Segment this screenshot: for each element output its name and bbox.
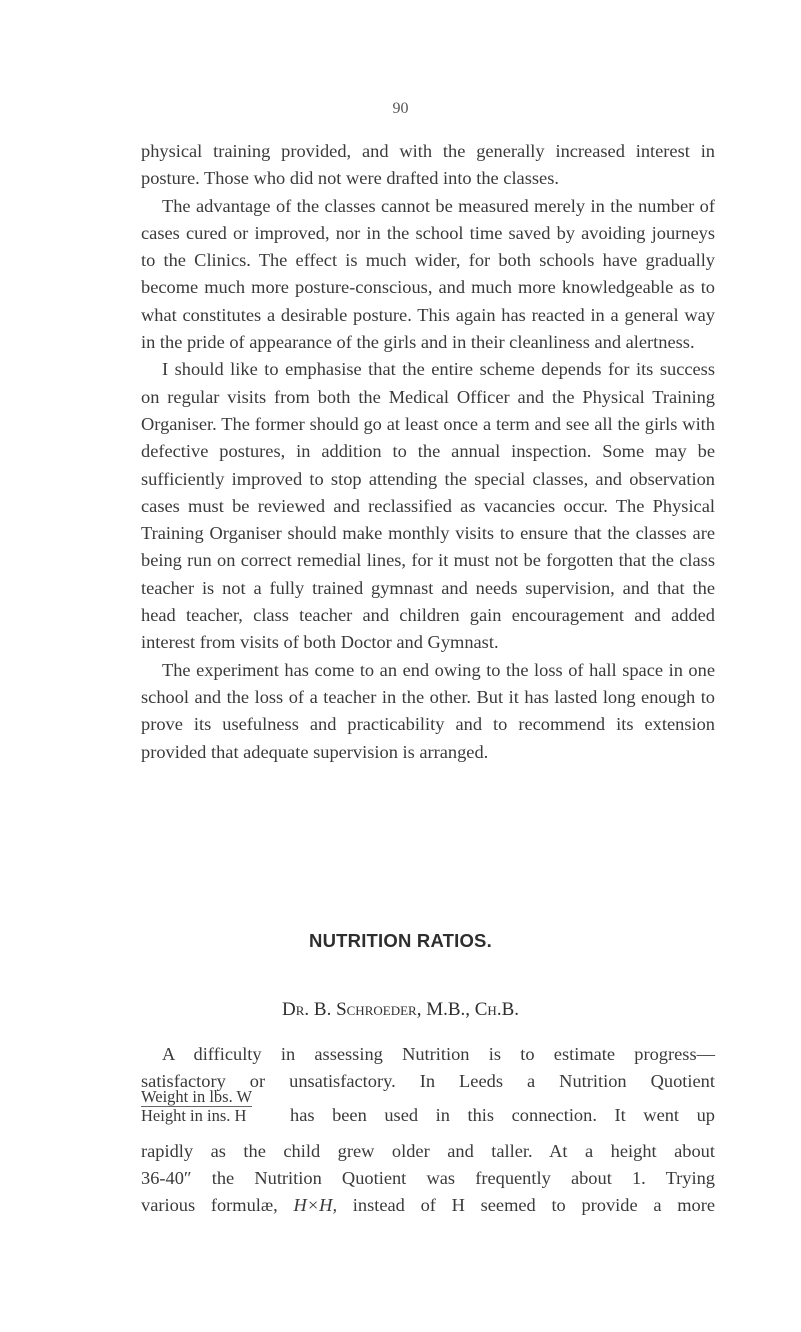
- text-line: has been used in this connection. It went up: [290, 1104, 715, 1125]
- text-fragment: various formulæ,: [141, 1195, 278, 1216]
- page-number: 90: [392, 100, 409, 117]
- nutrition-section-text: [141, 1041, 715, 1219]
- text-fragment: instead of H seemed to provide a more: [352, 1195, 715, 1216]
- paragraph: I should like to emphasise that the entire scheme depends for its success on regular visits from both the Medical Officer and the Physical Training Organiser. The former should go at least once a term and see all the girls with defective postures, in addition to the annual inspection. Some may be sufficiently improved to stop attending the special classes, and observation cases must be reviewed and reclassified as vacancies occur. The Physical Training Organiser should make monthly visits to ensure that the classes are being run on correct remedial lines, for it must not be forgotten that the class teacher is not a fully trained gymnast and needs supervision, and that the head teacher, class teacher and children gain encouragement and added interest from visits of both Doctor and Gymnast.: [141, 359, 715, 653]
- text-line: 36-40″ the Nutrition Quotient was frequently about 1. Trying: [141, 1167, 715, 1188]
- nutrition-quotient-fraction: [141, 1088, 252, 1125]
- formula-text: H×H,: [293, 1195, 338, 1216]
- text-line: satisfactory or unsatisfactory. In Leeds a Nutrition Quotient: [141, 1071, 715, 1092]
- fraction-denominator: Height in ins. H: [141, 1106, 252, 1125]
- formula-line: [141, 1086, 715, 1138]
- paragraph: The advantage of the classes cannot be measured merely in the number of cases cured or improved, nor in the school time saved by avoiding journeys to the Clinics. The effect is much wider, for both schools have gradually become much more posture-conscious, and much more knowledgeable as to what constitutes a desirable posture. This again has reacted in a general way in the pride of appearance of the girls and in their cleanliness and alertness.: [141, 195, 715, 353]
- text-line: A difficulty in assessing Nutrition is to estimate progress—: [162, 1044, 715, 1064]
- body-text: [141, 138, 715, 766]
- text-line: [141, 1192, 715, 1219]
- paragraph: physical training provided, and with the generally increased interest in posture. Those who did not were drafted into the classes.: [141, 141, 715, 189]
- paragraph: The experiment has come to an end owing to the loss of hall space in one school and the loss of a teacher in the other. But it has lasted long enough to prove its usefulness and practicability and to recommend its extension provided that adequate supervision is arranged.: [141, 659, 715, 762]
- section-title: NUTRITION RATIOS.: [309, 930, 492, 951]
- text-line: rapidly as the child grew older and taller. At a height about: [141, 1140, 715, 1161]
- author-byline: Dr. B. Schroeder, M.B., Ch.B.: [282, 999, 519, 1020]
- fraction-numerator: Weight in lbs. W: [141, 1086, 253, 1106]
